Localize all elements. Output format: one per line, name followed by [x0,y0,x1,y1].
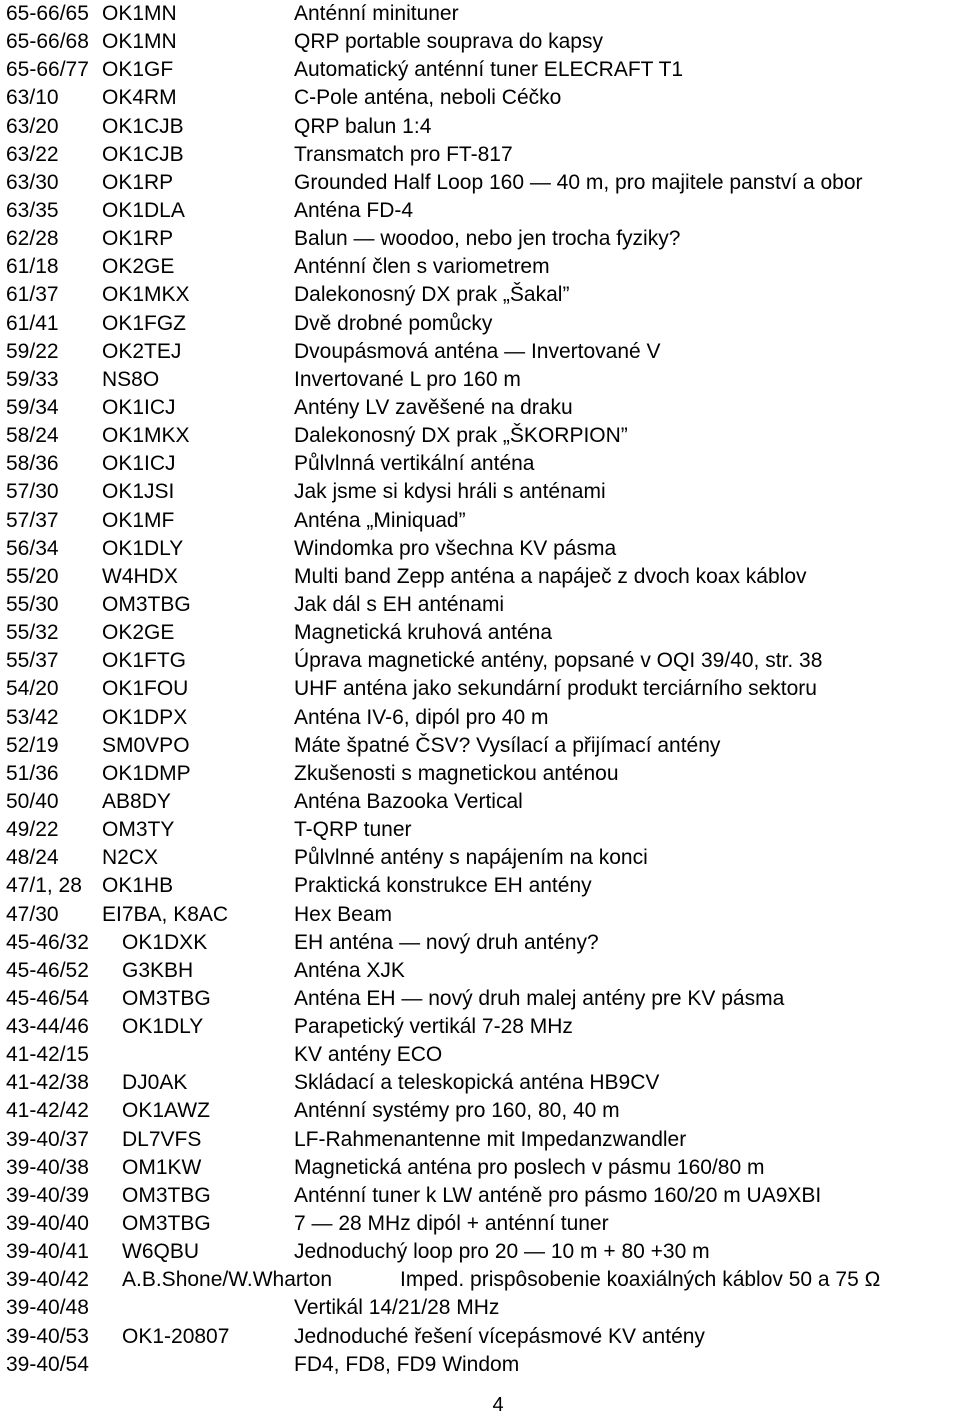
article-title: Balun — woodoo, nebo jen trocha fyziky? [294,227,681,251]
author-callsign: EI7BA, K8AC [102,902,229,926]
list-item [6,872,960,900]
issue-reference: 39-40/38 [6,1155,89,1179]
article-title: Anténní minituner [294,2,459,25]
author-callsign: OK1ICJ [102,452,176,476]
article-title: C-Pole anténa, neboli Céčko [294,86,562,110]
list-item [6,422,960,450]
article-title: Praktická konstrukce EH antény [294,874,592,898]
issue-reference: 41-42/38 [6,1071,89,1095]
list-item [6,1013,960,1041]
article-title: Anténa „Miniquad” [294,508,466,532]
article-title: UHF anténa jako sekundární produkt terciárního sektoru [294,677,817,701]
article-title: Dalekonosný DX prak „ŠKORPION” [294,424,628,448]
list-item [6,732,960,760]
author-callsign: G3KBH [122,958,194,982]
article-title: Jak jsme si kdysi hráli s anténami [294,480,606,504]
list-item [6,1069,960,1097]
author-callsign: OK1CJB [102,142,184,166]
issue-reference: 39-40/37 [6,1127,89,1151]
issue-reference: 56/34 [6,536,59,560]
article-title: Jednoduchý loop pro 20 — 10 m + 80 +30 m [294,1240,710,1264]
article-title: Vertikál 14/21/28 MHz [294,1296,500,1320]
list-item [6,929,960,957]
article-title: Multi band Zepp anténa a napáječ z dvoch koax káblov [294,564,807,588]
author-callsign: N2CX [102,846,159,870]
list-item [6,985,960,1013]
issue-reference: 50/40 [6,789,59,813]
issue-reference: 55/30 [6,592,59,616]
issue-reference: 43-44/46 [6,1015,89,1039]
issue-reference: 39-40/53 [6,1324,89,1348]
article-title: Anténa Bazooka Vertical [294,789,523,813]
article-title: Anténa EH — nový druh malej antény pre KV pásma [294,986,785,1010]
issue-reference: 57/37 [6,508,59,532]
article-title: FD4, FD8, FD9 Windom [294,1352,520,1376]
list-item [6,478,960,506]
list-item [6,704,960,732]
issue-reference: 47/1, 28 [6,874,82,898]
author-callsign: OK1FGZ [102,311,187,335]
author-callsign: DL7VFS [122,1127,202,1151]
issue-reference: 57/30 [6,480,59,504]
article-title: Magnetická kruhová anténa [294,621,552,645]
list-item [6,169,960,197]
list-item [6,253,960,281]
article-title: Máte špatné ČSV? Vysílací a přijímací antény [294,733,721,757]
author-callsign: OK1JSI [102,480,175,504]
issue-reference: 62/28 [6,227,59,251]
article-title: Parapetický vertikál 7-28 MHz [294,1015,573,1039]
list-item [6,1351,960,1379]
article-title: Invertované L pro 160 m [294,367,521,391]
list-item [6,56,960,84]
issue-reference: 41-42/42 [6,1099,89,1123]
article-title: Antény LV zavěšené na draku [294,395,573,419]
author-callsign: OK2GE [102,621,175,645]
article-title: Anténa XJK [294,958,405,982]
author-callsign: OK1RP [102,227,174,251]
author-callsign: W6QBU [122,1240,200,1264]
issue-reference: 45-46/52 [6,958,89,982]
list-item [6,281,960,309]
list-item [6,1238,960,1266]
issue-reference: 54/20 [6,677,59,701]
issue-reference: 55/20 [6,564,59,588]
article-title: Imped. prispôsobenie koaxiálných káblov 50 a 75 Ω [400,1268,881,1292]
author-callsign: OK1DLY [102,536,184,560]
list-item [6,1323,960,1351]
article-title: Anténní tuner k LW anténě pro pásmo 160/20 m UA9XBI [294,1183,822,1207]
list-item [6,535,960,563]
list-item [6,141,960,169]
article-title: LF-Rahmenantenne mit Impedanzwandler [294,1127,687,1151]
issue-reference: 39-40/41 [6,1240,89,1264]
issue-reference: 63/30 [6,170,59,194]
issue-reference: 45-46/54 [6,986,89,1010]
list-item [6,197,960,225]
article-title: Automatický anténní tuner ELECRAFT T1 [294,58,684,82]
list-item [6,28,960,56]
list-item [6,816,960,844]
article-title: Anténní systémy pro 160, 80, 40 m [294,1099,620,1123]
author-callsign: OK2GE [102,255,175,279]
author-callsign: OK1MKX [102,424,190,448]
article-title: Anténa IV-6, dipól pro 40 m [294,705,549,729]
article-title: Anténní člen s variometrem [294,255,550,279]
article-title: Zkušenosti s magnetickou anténou [294,761,619,785]
author-callsign: AB8DY [102,789,171,813]
article-title: Dvoupásmová anténa — Invertované V [294,339,661,363]
list-item [6,901,960,929]
issue-reference: 61/41 [6,311,59,335]
issue-reference: 65-66/68 [6,30,89,54]
article-list [6,0,960,1379]
list-item [6,225,960,253]
list-item [6,1154,960,1182]
issue-reference: 63/10 [6,86,59,110]
issue-reference: 63/22 [6,142,59,166]
article-title: Úprava magnetické antény, popsané v OQI 39/40, str. 38 [294,649,823,673]
issue-reference: 39-40/48 [6,1296,89,1320]
author-callsign: OK1DXK [122,930,208,954]
article-title: Jak dál s EH anténami [294,592,505,616]
author-callsign: OK1FTG [102,649,187,673]
author-callsign: OK1GF [102,58,174,82]
article-title: 7 — 28 MHz dipól + anténní tuner [294,1212,609,1236]
article-title: T-QRP tuner [294,818,412,842]
article-title: Dalekonosný DX prak „Šakal” [294,283,570,307]
article-title: Transmatch pro FT-817 [294,142,513,166]
article-title: Jednoduché řešení vícepásmové KV antény [294,1324,705,1348]
list-item [6,0,960,28]
issue-reference: 63/35 [6,198,59,222]
list-item [6,84,960,112]
author-callsign: OK1AWZ [122,1099,210,1123]
author-callsign: OK1MF [102,508,175,532]
issue-reference: 45-46/32 [6,930,89,954]
list-item [6,1266,960,1294]
list-item [6,1294,960,1322]
issue-reference: 51/36 [6,761,59,785]
list-item [6,957,960,985]
author-callsign: OK1RP [102,170,174,194]
author-callsign: OK1MKX [102,283,190,307]
author-callsign: OK1MN [102,2,177,25]
issue-reference: 49/22 [6,818,59,842]
list-item [6,844,960,872]
issue-reference: 52/19 [6,733,59,757]
list-item [6,1126,960,1154]
issue-reference: 59/33 [6,367,59,391]
list-item [6,1182,960,1210]
issue-reference: 58/24 [6,424,59,448]
issue-reference: 65-66/77 [6,58,89,82]
article-title: EH anténa — nový druh antény? [294,930,599,954]
author-callsign: OK1DPX [102,705,188,729]
article-title: QRP portable souprava do kapsy [294,30,603,54]
author-callsign: A.B.Shone/W.Wharton [122,1268,333,1292]
author-callsign: OM3TY [102,818,175,842]
author-callsign: OM1KW [122,1155,202,1179]
article-title: Windomka pro všechna KV pásma [294,536,617,560]
author-callsign: OK1ICJ [102,395,176,419]
issue-reference: 65-66/65 [6,2,89,25]
author-callsign: SM0VPO [102,733,190,757]
list-item [6,760,960,788]
list-item [6,394,960,422]
author-callsign: OK1FOU [102,677,189,701]
issue-reference: 63/20 [6,114,59,138]
author-callsign: DJ0AK [122,1071,188,1095]
list-item [6,1097,960,1125]
list-item [6,647,960,675]
article-title: Hex Beam [294,902,393,926]
article-title: Grounded Half Loop 160 — 40 m, pro majitele panství a obor [294,170,863,194]
issue-reference: 53/42 [6,705,59,729]
list-item [6,310,960,338]
article-title: KV antény ECO [294,1043,443,1067]
list-item [6,338,960,366]
list-item [6,563,960,591]
list-item [6,1041,960,1069]
article-title: Půlvlnná vertikální anténa [294,452,535,476]
author-callsign: OM3TBG [122,986,211,1010]
article-title: Půlvlnné antény s napájením na konci [294,846,648,870]
author-callsign: OK1DLA [102,198,185,222]
author-callsign: OK1MN [102,30,177,54]
list-item [6,788,960,816]
issue-reference: 61/37 [6,283,59,307]
issue-reference: 59/34 [6,395,59,419]
issue-reference: 59/22 [6,339,59,363]
author-callsign: OK1-20807 [122,1324,230,1348]
issue-reference: 55/32 [6,621,59,645]
issue-reference: 55/37 [6,649,59,673]
issue-reference: 48/24 [6,846,59,870]
list-item [6,675,960,703]
author-callsign: NS8O [102,367,160,391]
list-item [6,591,960,619]
issue-reference: 58/36 [6,452,59,476]
list-item [6,450,960,478]
article-title: Anténa FD-4 [294,198,414,222]
article-title: Magnetická anténa pro poslech v pásmu 160/80 m [294,1155,765,1179]
list-item [6,507,960,535]
issue-reference: 61/18 [6,255,59,279]
issue-reference: 39-40/40 [6,1212,89,1236]
author-callsign: OM3TBG [122,1212,211,1236]
author-callsign: W4HDX [102,564,178,588]
article-title: Skládací a teleskopická anténa HB9CV [294,1071,660,1095]
issue-reference: 47/30 [6,902,59,926]
article-title: QRP balun 1:4 [294,114,432,138]
author-callsign: OM3TBG [122,1183,211,1207]
article-title: Dvě drobné pomůcky [294,311,493,335]
issue-reference: 39-40/39 [6,1183,89,1207]
page-number: 4 [492,1394,504,1416]
author-callsign: OK1CJB [102,114,184,138]
list-item [6,1210,960,1238]
list-item [6,113,960,141]
author-callsign: OK4RM [102,86,177,110]
list-item [6,619,960,647]
issue-reference: 41-42/15 [6,1043,89,1067]
author-callsign: OK2TEJ [102,339,182,363]
issue-reference: 39-40/42 [6,1268,89,1292]
issue-reference: 39-40/54 [6,1352,89,1376]
author-callsign: OK1HB [102,874,174,898]
author-callsign: OM3TBG [102,592,191,616]
author-callsign: OK1DMP [102,761,191,785]
author-callsign: OK1DLY [122,1015,204,1039]
list-item [6,366,960,394]
